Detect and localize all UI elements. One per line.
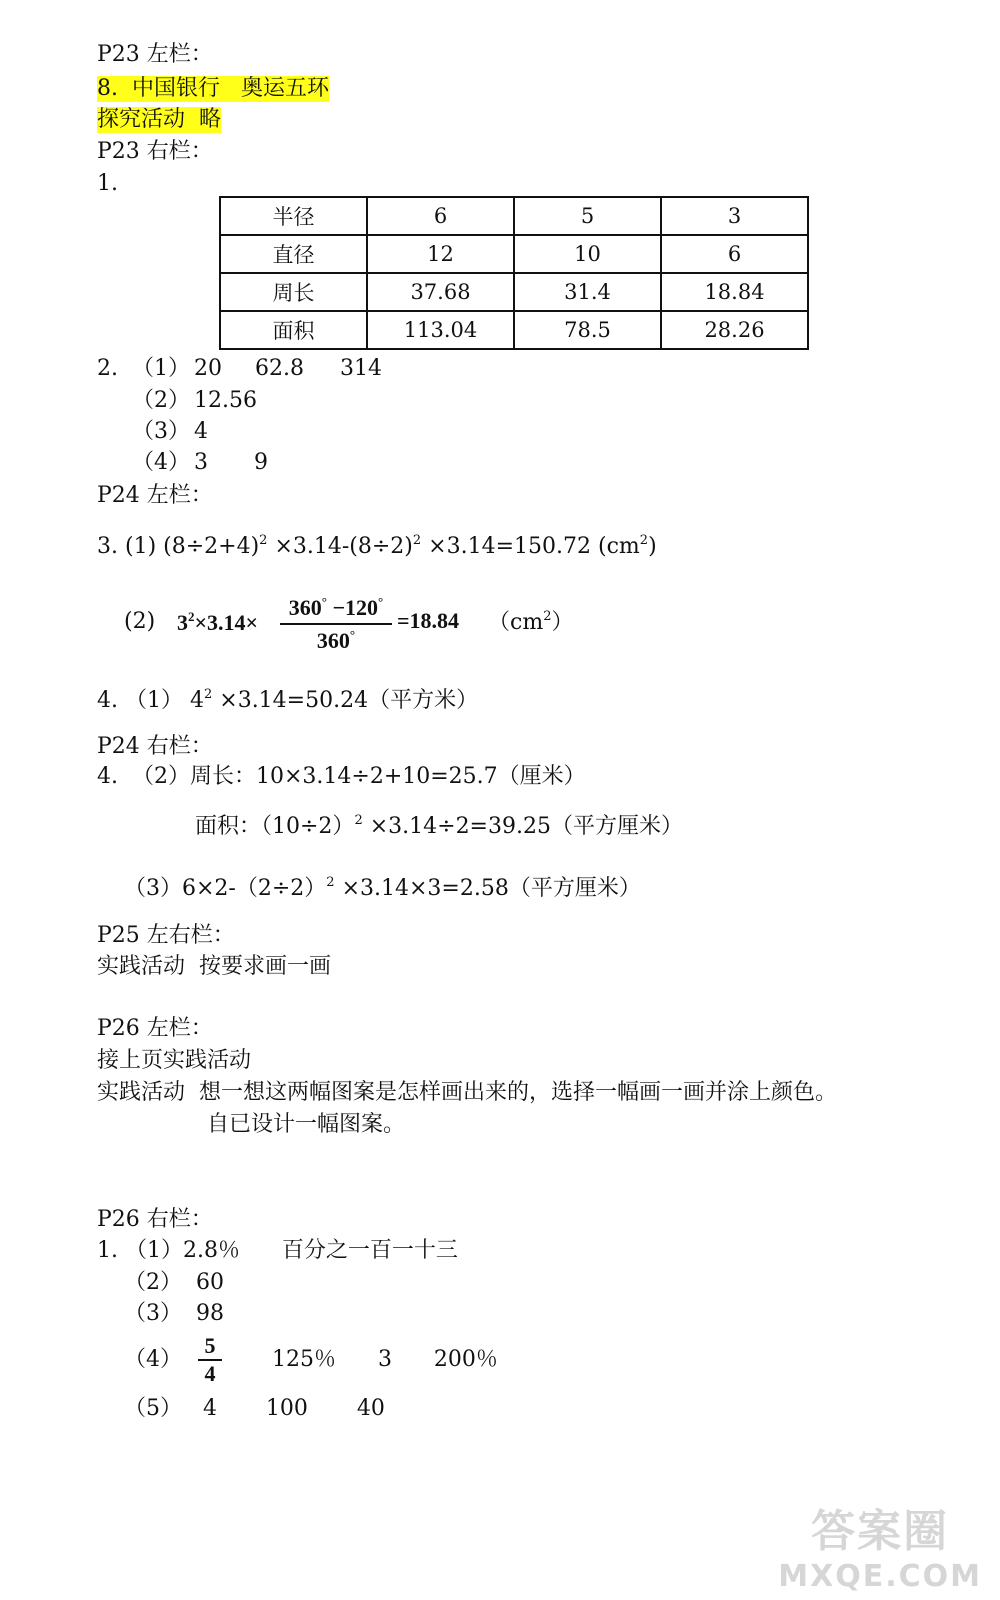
p23-right-q1-number: 1. (97, 171, 118, 196)
p26-q1-1: 1. （1）2.8％ 百分之一百一十三 (97, 1238, 458, 1263)
q2-2-label: （2） (132, 388, 190, 413)
q3-1-unit-exponent: 2 (639, 533, 649, 548)
table-cell: 周长 (220, 273, 367, 311)
p26-q1-5: （5） 4 100 40 (124, 1396, 385, 1421)
q2-3-value: 4 (194, 419, 208, 444)
q4-3-formula: $(3)6\times 2-(2\div 2)^2 \times 3.14\times 3=2.58$（平方厘米） (124, 875, 641, 901)
q2-1-label: （1） (132, 356, 190, 381)
watermark-url: MXQE.COM (778, 1559, 982, 1594)
p26-q1-4-fraction (198, 1333, 222, 1387)
p23-left-answer-8: 8. 中国银行 奥运五环 (97, 76, 329, 101)
p26-left-line: 实践活动 想一想这两幅图案是怎样画出来的，选择一幅画一画并涂上颜色。 (97, 1080, 837, 1105)
p23-right-heading: P23 右栏： (97, 139, 213, 164)
p26-left-line: 自已设计一幅图案。 (207, 1112, 406, 1137)
table-row (220, 197, 808, 235)
p24-left-heading: P24 左栏： (97, 483, 213, 508)
q2-4-label: （4） (132, 450, 190, 475)
fraction-denominator: 4 (204, 1361, 216, 1386)
q2-1-value: 62.8 (255, 356, 304, 381)
q2-4-value: 9 (254, 450, 268, 475)
q4-2-perimeter: 4. （2）周长：10×3.14÷2+10=25.7（厘米） (97, 764, 586, 789)
p25-activity: 实践活动 按要求画一画 (97, 954, 331, 979)
q2-1-value: 20 (194, 356, 222, 381)
table-cell: 6 (661, 235, 808, 273)
q3-1-tail: ×3.14=150.72 (cm (421, 534, 640, 559)
table-row (220, 235, 808, 273)
fraction-numerator: 360° −120° (288, 594, 384, 620)
table-cell: 12 (367, 235, 514, 273)
watermark-logo: 答案圈 (811, 1506, 950, 1557)
q3-2-lead (177, 610, 258, 634)
circle-answer-table (219, 196, 809, 350)
q3-1-exponent: 2 (412, 533, 422, 548)
q2-2-value: 12.56 (194, 388, 257, 413)
fraction-denominator: 360° (316, 627, 356, 653)
table-cell: 半径 (220, 197, 367, 235)
q2-4-value: 3 (194, 450, 208, 475)
q3-2-unit: $(cm^2)$ (488, 609, 574, 635)
q3-1-exponent: 2 (259, 533, 268, 548)
table-cell: 6 (367, 197, 514, 235)
p26-q1-3: （3） 98 (124, 1301, 224, 1326)
table-cell: 28.26 (661, 311, 808, 349)
q3-2-result: =18.84 (397, 608, 460, 633)
table-cell: 78.5 (514, 311, 661, 349)
q3-1-close: ) (648, 534, 657, 559)
table-row (220, 273, 808, 311)
q3-2-label: (2) (124, 609, 156, 634)
fraction-numerator: 5 (204, 1333, 216, 1358)
table-cell: 面积 (220, 311, 367, 349)
p23-left-explore: 探究活动 略 (97, 107, 221, 132)
q4-2-area: 面积：$(10\div 2)^2 \times 3.14\div 2=39.25$（平方厘米） (195, 813, 683, 839)
q3-2-fraction (280, 594, 392, 654)
q2-number: 2. (97, 356, 118, 381)
q3-2-exponent: 2 (188, 609, 195, 624)
table-cell: 3 (661, 197, 808, 235)
table-row (220, 311, 808, 349)
table-cell: 37.68 (367, 273, 514, 311)
p23-left-heading: P23 左栏： (97, 42, 213, 67)
q3-2-times: ×3.14× (194, 610, 259, 635)
p26-q1-4-values: 125％ 3 200％ (272, 1347, 498, 1372)
p25-heading: P25 左右栏： (97, 923, 235, 948)
watermark (778, 1495, 982, 1594)
p26-left-line: 接上页实践活动 (97, 1048, 252, 1073)
q3-1-lead: 3. (1) (8÷2+4) (97, 534, 260, 559)
table-cell: 直径 (220, 235, 367, 273)
q2-1-value: 314 (340, 356, 382, 381)
table-cell: 5 (514, 197, 661, 235)
p24-right-heading: P24 右栏： (97, 734, 213, 759)
p26-q1-2: （2） 60 (124, 1270, 224, 1295)
table-cell: 31.4 (514, 273, 661, 311)
p26-q1-4-label: （4） (124, 1347, 182, 1372)
table-cell: 18.84 (661, 273, 808, 311)
q3-1-formula (97, 534, 657, 558)
table-cell: 113.04 (367, 311, 514, 349)
table-cell: 10 (514, 235, 661, 273)
p26-right-heading: P26 右栏： (97, 1207, 213, 1232)
q4-1-formula: 4. （1） $4^2 \times 3.14=50.24$（平方米） (97, 687, 479, 713)
q2-3-label: （3） (132, 419, 190, 444)
p26-left-heading: P26 左栏： (97, 1016, 213, 1041)
q3-2-base: 3 (177, 610, 188, 635)
q3-1-mid: ×3.14-(8÷2) (267, 534, 413, 559)
